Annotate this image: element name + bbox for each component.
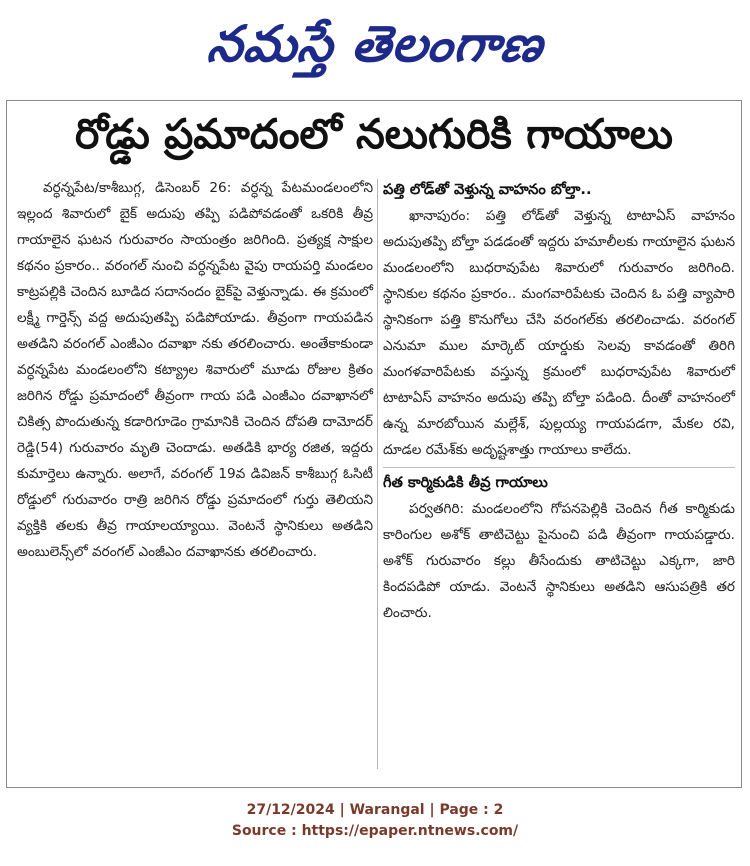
subhead-toddy-tapper: గీత కార్మికుడికి తీవ్ర గాయాలు <box>383 467 735 496</box>
right-column-para-1: ఖానాపురం: పత్తి లోడ్‌తో వెళ్తున్న టాటాఏస్ వాహనం అదుపుతప్పి బోల్తా పడడంతో ఇద్దరు హమాలీలకు గాయాలైన ఘటన మండలంలోని బుధరావుపేట శివారులో గురువారం జరిగింది. స్థానికుల కథనం ప్రకారం.. మంగవారిపేటకు చెందిన ఓ పత్తి వ్యాపారి స్థానికంగా పత్తి కొనుగోలు చేసి వరంగల్‌కు తరలించాడు. వరంగల్ ఎనుమా ముల మార్కెట్ యార్డుకు సెలవు కావడంతో తిరిగి మంగళవారిపేటకు వస్తున్న క్రమంలో బుధరావుపేట శివారులో టాటాఏస్ వాహనం అదుపు తప్పి బోల్తా పడింది. దీంతో వాహనంలో ఉన్న మారబోయిన మల్లేశ్, పుల్లయ్య గాయపడగా, మేకల రవి, దూడల రమేశ్‌కు అదృష్టశాత్తు గాయాలు కాలేదు. <box>383 208 735 458</box>
newspaper-logo-title: నమస్తే తెలంగాణ <box>204 14 547 73</box>
subhead-cotton-vehicle: పత్తి లోడ్‌తో వెళ్తున్న వాహనం బోల్తా.. <box>383 181 592 198</box>
left-column <box>17 175 373 565</box>
source-link[interactable]: Source : https://epaper.ntnews.com/ <box>231 823 519 839</box>
article-clipping <box>6 100 742 788</box>
left-column-body: వర్ధన్నపేట/కాశీబుగ్గ, డిసెంబర్ 26: వర్ధన్న పేటమండలంలోని ఇల్లంద శివారులో బైక్ అదుపు తప్పి పడిపోవడంతో ఒకరికి తీవ్ర గాయాలైన ఘటన గురువారం సాయంత్రం జరిగింది. ప్రత్యక్ష సాక్షుల కథనం ప్రకారం.. వరంగల్ నుంచి వర్ధన్నపేట వైపు రాయపర్తి మండలం కాట్రపల్లికి చెందిన బూడిద సదానందం బైక్‌పై వెళ్తున్నాడు. ఈ క్రమంలో లక్ష్మీ గార్డెన్స్ వద్ద అదుపుతప్పి పడిపోయాడు. తీవ్రంగా గాయపడిన అతడిని వరంగల్ ఎంజీఎం దవాఖా నకు తరలించారు. అంతేకాకుండా వర్ధన్నపేట మండలంలోని కట్య్రాల శివారులో మూడు రోజుల క్రితం జరిగిన రోడ్డు ప్రమాదంలో తీవ్రంగా గాయ పడి ఎంజీఎం దవాఖానలో చికిత్స పొందుతున్న కడారిగూడెం గ్రామానికి చెందిన దోపతి దామోదర్ రెడ్డి(54) గురువారం మృతి చెందాడు. అతడికి భార్య రజిత, ఇద్దరు కుమార్తెలు ఉన్నారు. అలాగే, వరంగల్ 19వ డివిజన్ కాశీబుగ్గ ఓసిటీ రోడ్డులో గురువారం రాత్రి జరిగిన రోడ్డు ప్రమాదంలో గుర్తు తెలియని వ్యక్తికి తలకు తీవ్ర గాయాలయ్యాయి. వెంటనే స్థానికులు అతడిని అంబులెన్స్‌లో వరంగల్ ఎంజీఎం దవాఖానకు తరలించారు. <box>17 180 373 560</box>
column-divider <box>377 179 378 769</box>
right-column <box>383 175 735 626</box>
edition-info: 27/12/2024 | Warangal | Page : 2 <box>246 802 504 818</box>
source-footer <box>0 800 750 842</box>
article-headline: రోడ్డు ప్రమాదంలో నలుగురికి గాయాలు <box>75 110 673 158</box>
right-column-para-2: పర్వతగిరి: మండలంలోని గోపనపెల్లికి చెందిన గీత కార్మికుడు కారింగుల అశోక్ తాటిచెట్టు పైనుంచి పడి తీవ్రంగా గాయపడ్డారు. అశోక్ గురువారం కల్లు తీసేందుకు తాటిచెట్టు ఎక్కగా, జారి కిందపడిపో యాడు. వెంటనే స్థానికులు అతడిని ఆసుపత్రికి తర లించారు. <box>383 501 735 621</box>
masthead <box>0 0 750 100</box>
